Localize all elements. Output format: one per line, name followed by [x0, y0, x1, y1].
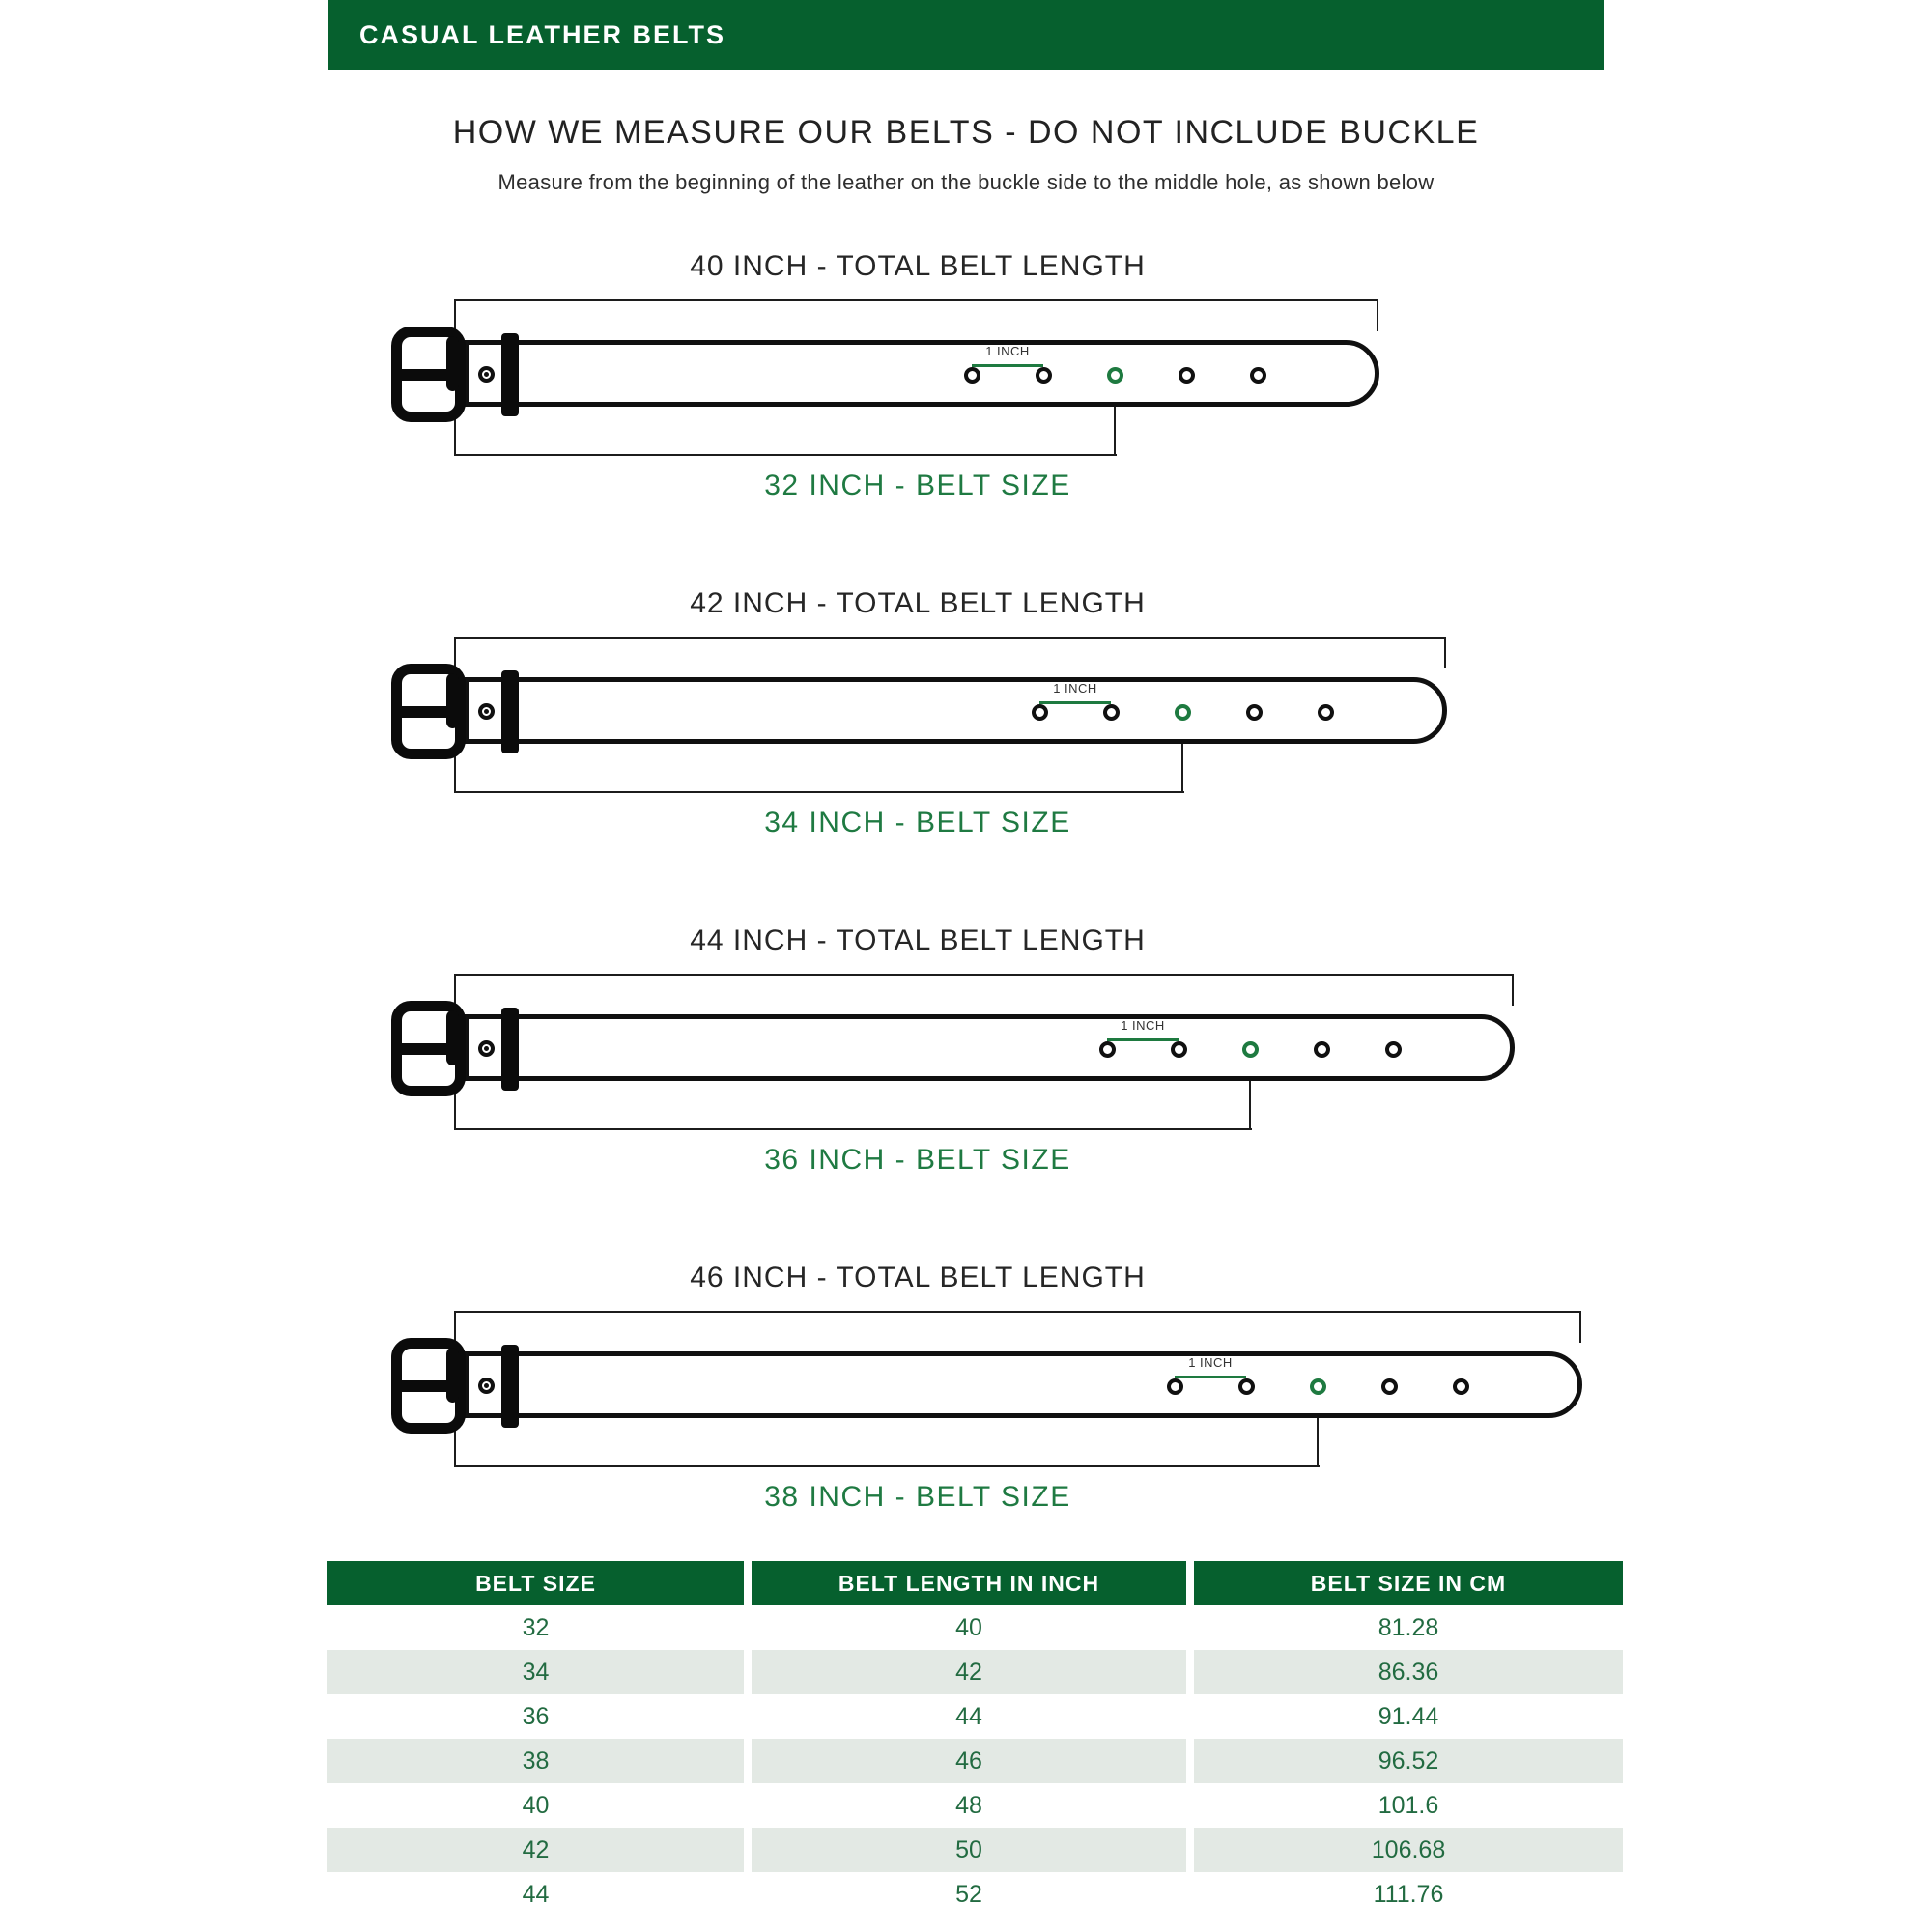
size-table	[327, 1561, 1623, 1917]
table-cell: 44	[955, 1702, 982, 1730]
middle-hole-green	[1107, 367, 1123, 384]
table-cell: 40	[955, 1613, 982, 1641]
table-cell: 40	[522, 1791, 550, 1819]
page-title: HOW WE MEASURE OUR BELTS - DO NOT INCLUDE BUCKLE	[452, 114, 1480, 151]
belt-keeper-loop	[501, 1345, 519, 1428]
total-length-label: 42 INCH - TOTAL BELT LENGTH	[690, 587, 1146, 619]
table-cell: 81.28	[1378, 1613, 1439, 1641]
table-row	[327, 1828, 1623, 1872]
top-measure-line	[454, 299, 1378, 301]
one-inch-label: 1 INCH	[985, 344, 1030, 358]
buckle-side-hole-dot	[484, 372, 489, 377]
measure-line-right-tick	[1579, 1311, 1581, 1343]
table-cell: 86.36	[1194, 1650, 1623, 1694]
table-cell: 106.68	[1194, 1828, 1623, 1872]
table-cell: 32	[522, 1613, 550, 1641]
buckle-inner-bar	[446, 1348, 459, 1403]
belt-keeper-loop	[501, 333, 519, 416]
belt-hole	[1167, 1378, 1183, 1395]
belt-hole	[1250, 367, 1266, 384]
table-row	[327, 1872, 1623, 1917]
size-measure-line	[454, 791, 1184, 793]
middle-hole-green	[1242, 1041, 1259, 1058]
buckle-side-hole-dot	[484, 1046, 489, 1051]
belt-buckle-icon	[391, 1001, 466, 1096]
buckle-side-hole-dot	[484, 709, 489, 714]
belt-hole	[1453, 1378, 1469, 1395]
measure-line-right-tick	[1512, 974, 1514, 1006]
top-measure-line	[454, 637, 1446, 639]
table-cell: 34	[327, 1650, 744, 1694]
buckle-side-hole	[478, 703, 495, 720]
table-cell: 42	[327, 1828, 744, 1872]
size-measure-line	[454, 454, 1117, 456]
middle-hole-green	[1310, 1378, 1326, 1395]
belt-hole	[1171, 1041, 1187, 1058]
table-cell: 36	[522, 1702, 550, 1730]
one-inch-line	[1039, 701, 1111, 704]
table-cell: 91.44	[1378, 1702, 1439, 1730]
belt-hole	[1246, 704, 1263, 721]
table-cell: 52	[955, 1880, 982, 1908]
belt-hole	[1179, 367, 1195, 384]
buckle-side-hole	[478, 1040, 495, 1057]
belt-buckle-icon	[391, 664, 466, 759]
size-measure-vertical	[1181, 735, 1183, 793]
top-measure-line	[454, 974, 1514, 976]
belt-diagram-44	[0, 923, 1932, 1213]
buckle-inner-bar	[446, 1010, 459, 1065]
belt-hole	[1103, 704, 1120, 721]
belt-strap	[464, 1351, 1582, 1418]
belt-strap	[464, 340, 1379, 407]
one-inch-label: 1 INCH	[1053, 681, 1097, 696]
belt-keeper-loop	[501, 670, 519, 753]
top-measure-line	[454, 1311, 1581, 1313]
belt-strap	[464, 677, 1447, 744]
table-cell: 48	[955, 1791, 982, 1819]
size-measure-vertical	[1249, 1072, 1251, 1130]
measure-line-right-tick	[1444, 637, 1446, 668]
total-length-label: 40 INCH - TOTAL BELT LENGTH	[690, 250, 1146, 282]
belt-buckle-icon	[391, 1338, 466, 1434]
table-row	[327, 1694, 1623, 1739]
middle-hole-green	[1175, 704, 1191, 721]
page-header-title: CASUAL LEATHER BELTS	[359, 19, 726, 49]
size-measure-line	[454, 1465, 1320, 1467]
table-cell: 50	[752, 1828, 1186, 1872]
buckle-inner-bar	[446, 673, 459, 728]
table-body	[327, 1605, 1623, 1917]
table-cell: 96.52	[1194, 1739, 1623, 1783]
table-header-cell: BELT SIZE	[327, 1561, 744, 1605]
page-header-bar	[328, 0, 1604, 70]
table-row	[327, 1605, 1623, 1650]
belt-diagram-42	[0, 586, 1932, 876]
belt-keeper-loop	[501, 1008, 519, 1091]
page-subtitle: Measure from the beginning of the leather on the buckle side to the middle hole, as shown below	[497, 170, 1435, 194]
table-cell: 101.6	[1378, 1791, 1439, 1819]
belt-hole	[1314, 1041, 1330, 1058]
table-row	[327, 1739, 1623, 1783]
table-cell: 111.76	[1373, 1880, 1444, 1908]
buckle-side-hole	[478, 366, 495, 383]
table-header-cell: BELT LENGTH IN INCH	[752, 1561, 1186, 1605]
belt-buckle-icon	[391, 327, 466, 422]
belt-hole	[1099, 1041, 1116, 1058]
one-inch-line	[1107, 1038, 1179, 1041]
belt-diagram-46	[0, 1261, 1932, 1550]
table-header-row	[327, 1561, 1623, 1605]
belt-hole	[1032, 704, 1048, 721]
one-inch-line	[1175, 1376, 1246, 1378]
total-length-label: 46 INCH - TOTAL BELT LENGTH	[690, 1262, 1146, 1293]
belt-hole	[1385, 1041, 1402, 1058]
buckle-side-hole	[478, 1378, 495, 1394]
table-row	[327, 1650, 1623, 1694]
total-length-label: 44 INCH - TOTAL BELT LENGTH	[690, 924, 1146, 956]
table-cell: 44	[522, 1880, 550, 1908]
table-cell: 46	[752, 1739, 1186, 1783]
size-measure-line	[454, 1128, 1252, 1130]
table-cell: 38	[327, 1739, 744, 1783]
belt-hole	[1238, 1378, 1255, 1395]
belt-size-label: 34 INCH - BELT SIZE	[764, 807, 1071, 838]
size-measure-vertical	[1317, 1409, 1319, 1467]
belt-size-label: 32 INCH - BELT SIZE	[764, 469, 1071, 501]
belt-hole	[1318, 704, 1334, 721]
one-inch-label: 1 INCH	[1188, 1355, 1233, 1370]
belt-hole	[964, 367, 980, 384]
one-inch-label: 1 INCH	[1121, 1018, 1165, 1033]
belt-hole	[1381, 1378, 1398, 1395]
one-inch-line	[972, 364, 1043, 367]
belt-strap	[464, 1014, 1515, 1081]
belt-hole	[1036, 367, 1052, 384]
buckle-side-hole-dot	[484, 1383, 489, 1388]
size-measure-vertical	[1114, 398, 1116, 456]
belt-size-label: 38 INCH - BELT SIZE	[764, 1481, 1071, 1513]
table-row	[327, 1783, 1623, 1828]
buckle-inner-bar	[446, 336, 459, 391]
table-header-cell: BELT SIZE IN CM	[1194, 1561, 1623, 1605]
belt-diagram-40	[0, 249, 1932, 539]
table-cell: 42	[752, 1650, 1186, 1694]
measure-line-right-tick	[1377, 299, 1378, 331]
belt-size-label: 36 INCH - BELT SIZE	[764, 1144, 1071, 1176]
